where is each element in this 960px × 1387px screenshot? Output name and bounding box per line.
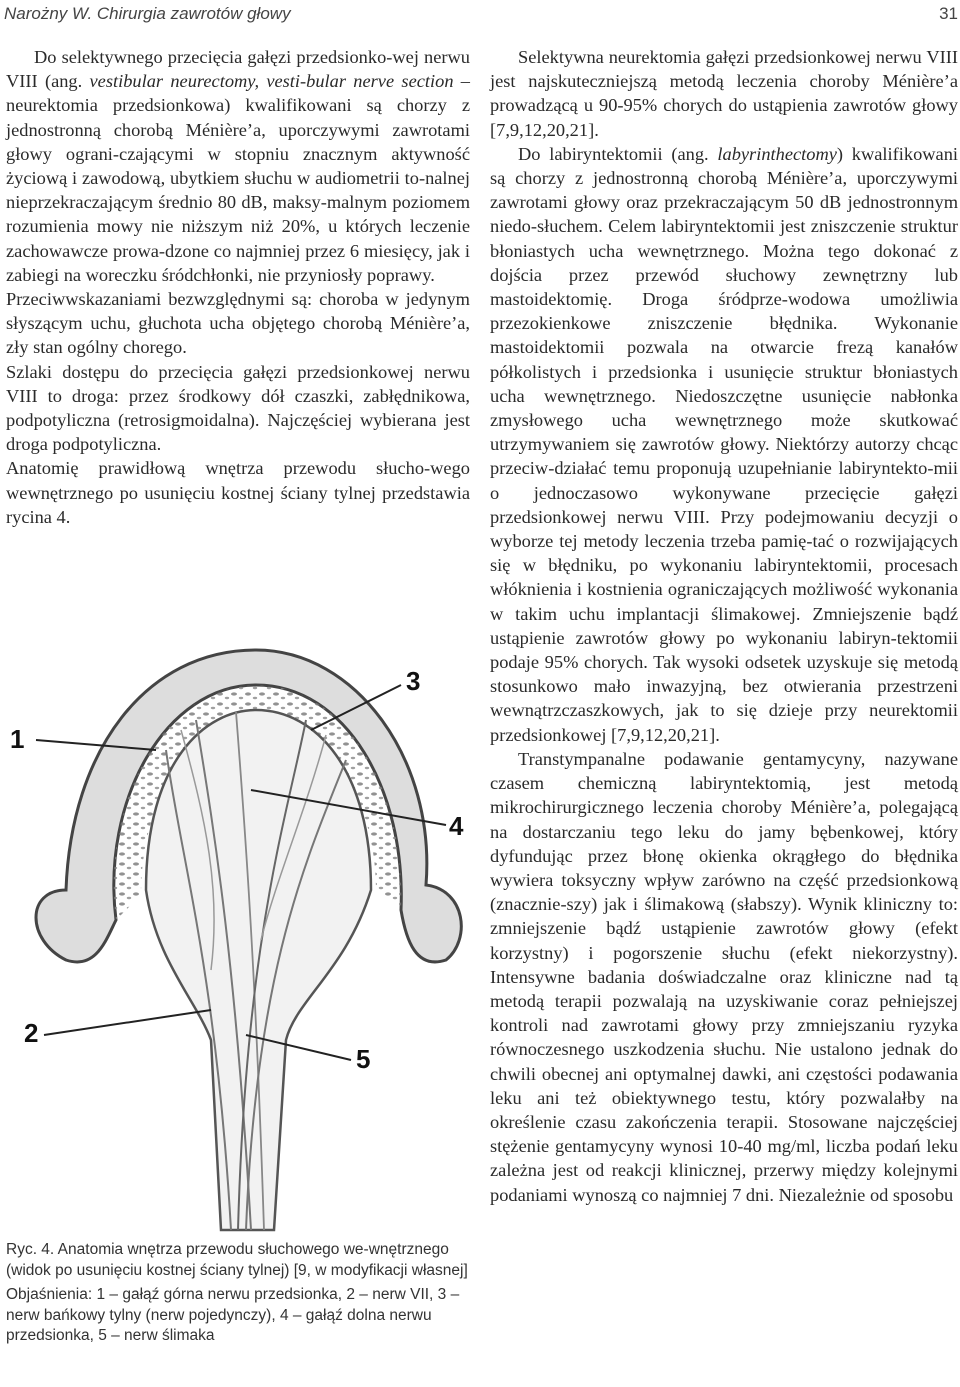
paragraph-labyrinthectomy: [490, 142, 958, 747]
paragraph-selective-neurectomy: Selektywna neurektomia gałęzi przedsionkowej nerwu VIII jest najskuteczniejszą metodą leczenia choroby Ménière’a prowadzącą u 90-95% chorych do ustąpienia zawrotów głowy [7,9,12,20,21].: [490, 47, 958, 140]
caption-explanation: Objaśnienia: 1 – gałąź górna nerwu przedsionka, 2 – nerw VII, 3 – nerw bańkowy tylny (nerw pojedynczy), 4 – gałąź dolna nerwu przedsionka, 5 – nerw ślimaka: [6, 1286, 460, 1344]
label-2: 2: [24, 1018, 39, 1048]
paragraph-text: Do selektywnego przecięcia gałęzi przedsionko-wej nerwu VIII (ang.: [6, 47, 470, 92]
internal-auditory-canal-illustration: [6, 640, 470, 1240]
caption-title: Ryc. 4. Anatomia wnętrza przewodu słuchowego we-wnętrznego (widok po usunięciu kostnej ściany tylnej) [9, w modyfikacji własnej]: [6, 1241, 468, 1279]
label-5: 5: [356, 1044, 371, 1074]
running-header: [0, 0, 960, 30]
left-column: [6, 45, 470, 529]
figure-caption: [6, 1240, 470, 1351]
author-title: Narożny W. Chirurgia zawrotów głowy: [4, 4, 291, 23]
paragraph-surgical-approaches: Szlaki dostępu do przecięcia gałęzi przedsionkowej nerwu VIII to droga: przez środkowy dół czaszki, zabłędnikowa, podpotyliczna (retrosigmoidalna). Najczęściej wybierana jest droga podpotyliczna.: [6, 361, 470, 455]
latin-term: vestibular neurectomy, vesti-bular nerve section: [89, 71, 454, 92]
page-number: 31: [939, 4, 958, 23]
paragraph-text: Do labiryntektomii (ang.: [518, 143, 718, 164]
paragraph-text: – neurektomia przedsionkowa) kwalifikowani są chorzy z jednostronną chorobą Ménière’a, uporczywymi zawrotami głowy ograni-czającymi w stopniu znacznym aktywność życiową i zawodową, ubytkiem słuchu w audiometrii to-nalnej nieprzekraczającym średnio 80 dB, maksy-malnym poziomem rozumienia mowy nie niższym niż 20%, u których leczenie zachowawcze prowa-dzone co najmniej przez 6 miesięcy, jak i zabiegi na woreczku śródchłonki, nie przyniosły poprawy.: [6, 71, 470, 285]
label-1: 1: [10, 724, 25, 754]
anatomy-figure: [6, 640, 470, 1240]
right-column: [490, 45, 958, 1207]
latin-term: labyrinthectomy: [717, 143, 837, 164]
paragraph-text: ) kwalifikowani są chorzy z jednostronną chorobą Ménière’a, uporczywymi zawrotami głowy oraz przekraczającym 50 dB jednostronnym niedo-słuchem. Celem labiryntektomii jest zniszczenie struktur błoniastych ucha wewnętrznego. Można tego dokonać z dojścia przez przewód słuchowy zewnętrzny lub mastoidektomię. Droga śródprze-wodowa umożliwia przezokienkowe zniszczenie błędnika. Wykonanie mastoidektomii pozwala na otwarcie frezą kanałów półkolistych i przedsionka i usunięcie struktur błoniastych ucha wewnętrznego. Niedoszczętne usunięcie nabłonka zmysłowego ucha wewnętrznego może skutkować utrzymywaniem się zawrotów głowy. Niektórzy autorzy chcąc przeciw-działać temu proponują uzupełnianie labiryntekto-mii o jednoczasowo wykonywane przecięcie gałęzi przedsionkowej nerwu VIII. Przy podejmowaniu decyzji o wyborze tej metody leczenia trzeba pamię-tać o rozwijających się w błędniku, po wykonaniu labiryntektomii, procesach włóknienia i kostnienia ograniczających możliwość wykonania w takim uchu implantacji ślimakowej. Zmniejszenie bądź ustąpienie zawrotów głowy po wykonaniu labiryn-tektomii podaje 95% chorych. Tak wysoki odsetek uzyskuje się metodą stosunkowo mało inwazyjną, bez otwierania przestrzeni wewnątrzczaszkowych, jak to się dzieje przy neurektomii przedsionkowej [7,9,12,20,21].: [490, 143, 959, 745]
paragraph-contraindications: Przeciwwskazaniami bezwzględnymi są: choroba w jedynym słyszącym uchu, głuchota ucha objętego chorobą Ménière’a, zły stan ogólny chorego.: [6, 289, 470, 358]
paragraph-gentamicin: Transtympanalne podawanie gentamycyny, nazywane czasem chemiczną labiryntektomią, jest metodą mikrochirurgicznego leczenia choroby Ménière’a, polegającą na dostarczaniu tego leku do jamy bębenkowej, który dyfundując przez błonę okienka okrągłego do błędnika wywiera toksyczny wpływ zarówno na część przedsionkową (znacznie-szy) jak i ślimakową (słabszy). Wynik kliniczny to: zmniejszenie bądź ustąpienie zawrotów głowy (efekt korzystny) i pogorszenie słuchu (efekt niekorzystny). Intensywne badania doświadczalne oraz kliniczne nad tą metodą terapii pozwalają na uzyskiwanie coraz pełniejszej kontroli nad zawrotami głowy przy zmniejszaniu ryzyka równoczesnego uszkodzenia słuchu. Nie ustalono jednak do chwili obecnej ani optymalnej dawki, ani częstości podawania leku ani też obiektywnego testu, który pozwalałby na określenie czasu zakończenia terapii. Stosowane najczęściej stężenie gentamycyny wynosi 10-40 mg/ml, liczba podań leku zależna jest od reakcji klinicznej, przerwy między kolejnymi podaniami wynoszą co najmniej 7 dni. Niezależnie od sposobu: [490, 748, 958, 1205]
label-3: 3: [406, 666, 421, 696]
paragraph-vestibular-neurectomy: [6, 45, 470, 287]
label-4: 4: [449, 811, 464, 841]
paragraph-figure-reference: Anatomię prawidłową wnętrza przewodu słucho-wego wewnętrznego po usunięciu kostnej ściany tylnej przedstawia rycina 4.: [6, 458, 470, 527]
